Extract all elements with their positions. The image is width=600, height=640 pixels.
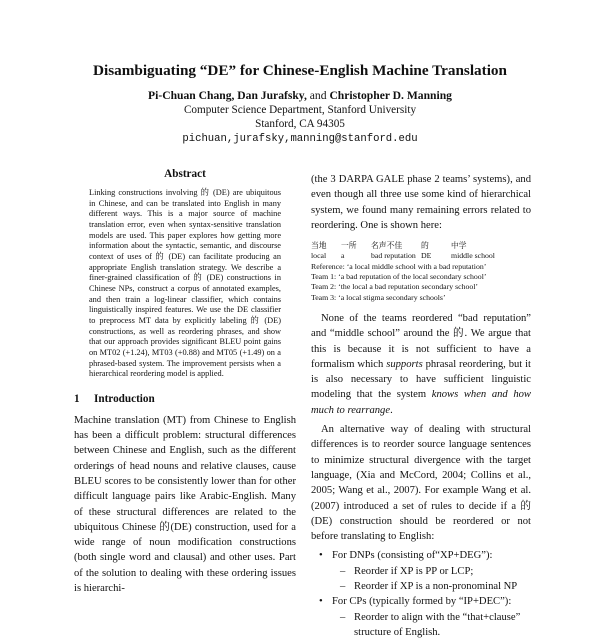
gloss-word: middle school xyxy=(451,251,495,261)
location: Stanford, CA 94305 xyxy=(255,118,345,130)
sub-rule-list xyxy=(332,610,531,640)
gloss-word: DE xyxy=(421,251,432,261)
paper-title: Disambiguating “DE” for Chinese-English Machine Translation xyxy=(93,62,507,79)
list-item xyxy=(311,548,531,594)
emphasis-supports: supports xyxy=(386,358,423,370)
authors-last: Christopher D. Manning xyxy=(329,89,452,102)
rule-list xyxy=(311,548,531,640)
gloss-row xyxy=(311,251,531,261)
affiliation: Computer Science Department, Stanford University xyxy=(183,104,417,116)
chinese-row xyxy=(311,241,531,251)
section-number: 1 xyxy=(74,392,80,405)
emphasis-knows-when: knows when and how much to rearrange xyxy=(311,389,531,416)
chinese-word: 一所 xyxy=(341,241,357,251)
rule-label: For CPs (typically formed by “IP+DEC”): xyxy=(332,596,512,608)
author-list xyxy=(0,89,600,102)
team-2-translation: Team 2: ‘the local a bad reputation secondary school’ xyxy=(311,282,479,292)
section-title: Introduction xyxy=(94,392,155,405)
authors-main: Pi-Chuan Chang, Dan Jurafsky, xyxy=(148,89,307,102)
paragraph-2-c: . xyxy=(390,404,393,416)
abstract-heading: Abstract xyxy=(164,168,206,180)
gloss-word: a xyxy=(341,251,345,261)
reference-translation: Reference: ‘a local middle school with a bad reputation’ xyxy=(311,261,487,271)
left-column xyxy=(74,168,296,596)
team-1-translation: Team 1: ‘a bad reputation of the local secondary school’ xyxy=(311,272,487,282)
gloss-word: local xyxy=(311,251,327,261)
chinese-word: 名声不佳 xyxy=(371,241,403,251)
gloss-word: bad reputation xyxy=(371,251,416,261)
team-3-translation: Team 3: ‘a local stigma secondary schools’ xyxy=(311,292,446,302)
intro-paragraph: Machine translation (MT) from Chinese to English has been a difficult problem: structural differences between Chinese and English, such as the different orderings of head nouns and relative clauses, cause BLEU scores to be consistently lower than for other difficult language pairs like Arabic-English. Many of these structural differences are related to the ubiquitous Chinese 的(DE) construction, used for a wide range of noun modification constructions (both single word and clausal) and other uses. Part of the solution to dealing with these ordering issues is hierarchi- xyxy=(74,414,296,595)
abstract-text: Linking constructions involving 的 (DE) are ubiquitous in Chinese, and can be translated into English in many different ways. This is a major source of machine translation error, even when syntax-sensitive translation models are used. This paper explores how getting more information about the syntactic, semantic, and discourse context of uses of 的 (DE) can facilitate producing an appropriate English translation strategy. We describe a finer-grained classification of 的 (DE) constructions in Chinese NPs, construct a corpus of annotated examples, and then train a log-linear classifier, which contains linguistically inspired features. We use the DE classifier to preprocess MT data by explicitly labeling 的 (DE) constructions, as well as reordering phrases, and show that our approach provides significant BLEU point gains on MT02 (+1.24), MT03 (+0.88) and MT05 (+1.49) on a phrased-based system. The improvement persists when a hierarchical reordering model is applied. xyxy=(89,188,281,379)
paragraph-2 xyxy=(311,311,531,418)
paragraph-2-b: phrasal reordering, but it is also necessary to have sufficient linguistic modeling that the system xyxy=(311,358,531,401)
rule-label: For DNPs (consisting of“XP+DEG”): xyxy=(332,550,493,562)
chinese-word: 当地 xyxy=(311,241,327,251)
list-item xyxy=(311,594,531,640)
paragraph-1: (the 3 DARPA GALE phase 2 teams’ systems), and even though all three use some kind of hierarchical system, we found many remaining errors related to reordering. One is shown here: xyxy=(311,174,531,231)
authors-and: and xyxy=(309,89,327,102)
list-item: – Reorder to align with the “that+clause” structure of English. xyxy=(332,610,531,640)
translation-example xyxy=(311,241,531,303)
sub-rule-list xyxy=(332,564,531,595)
chinese-word: 的 xyxy=(421,241,429,251)
chinese-word: 中学 xyxy=(451,241,467,251)
email: pichuan,jurafsky,manning@stanford.edu xyxy=(182,133,418,145)
paragraph-3: An alternative way of dealing with structural differences is to reorder source language sentences to minimize structural divergence with the target language, (Xia and McCord, 2004; Collins et al., 2005; Wang et al., 2007). For example Wang et al. (2007) introduced a set of rules to decide if a 的(DE) construction should be reordered or not before translating to English: xyxy=(311,424,531,543)
section-heading xyxy=(74,393,296,405)
list-item: – Reorder if XP is PP or LCP; xyxy=(332,564,531,579)
right-column xyxy=(311,172,531,640)
list-item: – Reorder if XP is a non-pronominal NP xyxy=(332,579,531,594)
paragraph-2-a: None of the teams reordered “bad reputation” and “middle school” around the 的. We argue that this is because it is not sufficient to have a formalism which xyxy=(311,312,531,370)
